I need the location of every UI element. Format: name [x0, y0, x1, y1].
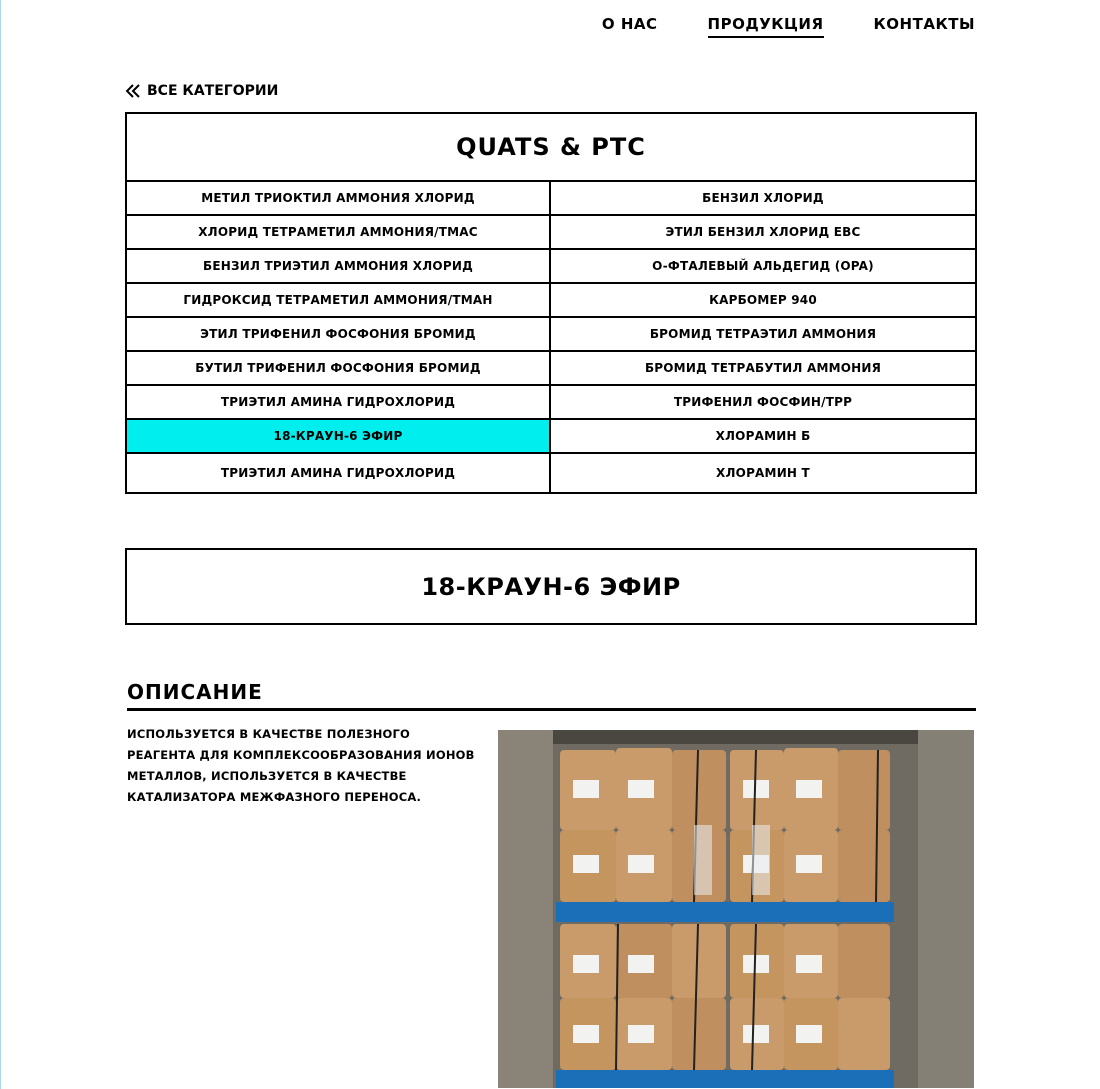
product-link[interactable]: ЭТИЛ ТРИФЕНИЛ ФОСФОНИЯ БРОМИД — [127, 318, 551, 352]
product-link[interactable]: БЕНЗИЛ ТРИЭТИЛ АММОНИЯ ХЛОРИД — [127, 250, 551, 284]
product-link[interactable]: БЕНЗИЛ ХЛОРИД — [551, 182, 975, 216]
nav-about[interactable]: О НАС — [601, 15, 658, 33]
product-link[interactable]: КАРБОМЕР 940 — [551, 284, 975, 318]
product-photo — [498, 730, 974, 1088]
product-link[interactable]: ГИДРОКСИД ТЕТРАМЕТИЛ АММОНИЯ/TMAH — [127, 284, 551, 318]
product-link[interactable]: ТРИЭТИЛ АМИНА ГИДРОХЛОРИД — [127, 386, 551, 420]
nav-contacts[interactable]: КОНТАКТЫ — [873, 15, 975, 33]
product-link[interactable]: ТРИФЕНИЛ ФОСФИН/TPP — [551, 386, 975, 420]
product-link[interactable]: ХЛОРАМИН Т — [716, 466, 810, 480]
double-chevron-left-icon — [125, 83, 141, 99]
description-heading: ОПИСАНИЕ — [127, 680, 976, 711]
product-link[interactable]: O-ФТАЛЕВЫЙ АЛЬДЕГИД (OPA) — [551, 250, 975, 284]
product-grid — [127, 182, 975, 492]
back-link-label: ВСЕ КАТЕГОРИИ — [147, 83, 279, 99]
product-link[interactable]: ЭТИЛ БЕНЗИЛ ХЛОРИД EBC — [551, 216, 975, 250]
nav-products[interactable]: ПРОДУКЦИЯ — [708, 15, 824, 38]
category-table — [125, 112, 977, 494]
product-link[interactable]: ХЛОРАМИН Б — [551, 420, 975, 454]
product-link[interactable]: ТРИЭТИЛ АМИНА ГИДРОХЛОРИД — [127, 454, 551, 492]
product-link[interactable]: БУТИЛ ТРИФЕНИЛ ФОСФОНИЯ БРОМИД — [127, 352, 551, 386]
pallet-upper — [556, 902, 894, 922]
product-link[interactable]: МЕТИЛ ТРИОКТИЛ АММОНИЯ ХЛОРИД — [127, 182, 551, 216]
pallet-lower — [556, 1070, 894, 1088]
back-to-categories-link[interactable] — [125, 83, 278, 99]
product-link-active[interactable]: 18-КРАУН-6 ЭФИР — [127, 420, 551, 454]
product-title: 18-КРАУН-6 ЭФИР — [125, 548, 977, 625]
product-link[interactable]: БРОМИД ТЕТРАЭТИЛ АММОНИЯ — [551, 318, 975, 352]
drum-stack-upper — [560, 748, 890, 902]
product-link[interactable]: ХЛОРИД ТЕТРАМЕТИЛ АММОНИЯ/TMAC — [127, 216, 551, 250]
category-title: QUATS & PTC — [127, 114, 975, 182]
description-text: ИСПОЛЬЗУЕТСЯ В КАЧЕСТВЕ ПОЛЕЗНОГО РЕАГЕНТА ДЛЯ КОМПЛЕКСООБРАЗОВАНИЯ ИОНОВ МЕТАЛЛОВ, ИСПОЛЬЗУЕТСЯ В КАЧЕСТВЕ КАТАЛИЗАТОРА МЕЖФАЗНОГО ПЕРЕНОСА. — [127, 727, 475, 804]
main-nav — [602, 15, 975, 38]
product-link[interactable]: БРОМИД ТЕТРАБУТИЛ АММОНИЯ — [551, 352, 975, 386]
